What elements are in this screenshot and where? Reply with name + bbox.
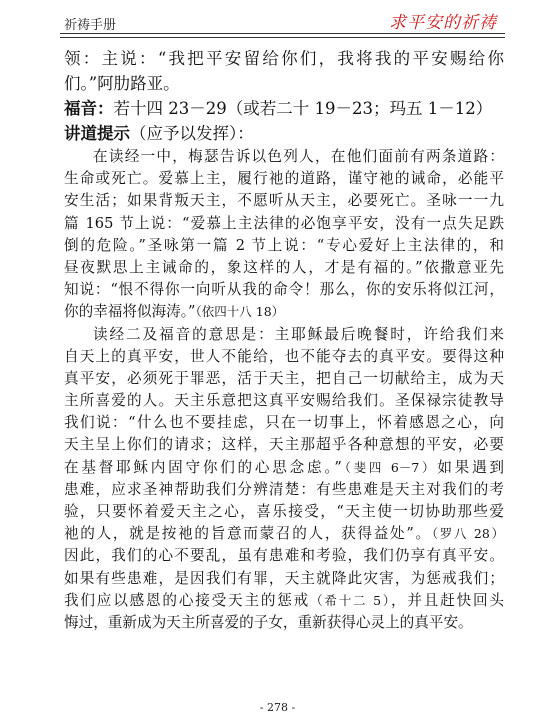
text-line: 自天上的真平安，世人不能给，也不能夺去的真平安。要得这种 (64, 347, 504, 365)
text-span: 我们应以感恩的心接受天主的惩戒 (64, 591, 311, 609)
scripture-citation: （罗八 28） (431, 526, 504, 542)
text-line: 昼夜默思上主诫命的，象这样的人，才是有福的。”依撒意亚先 (64, 258, 504, 276)
text-line: 真平安，必须死于罪恶，活于天主，把自己一切献给主，成为天 (64, 369, 504, 387)
text-line: 天主呈上你们的请求；这样，天主那超乎各种意想的平安，必要 (64, 436, 504, 454)
lead-line: 们。”阿肋路亚。 (64, 74, 180, 93)
gospel-label: 福音： (64, 99, 114, 118)
text-line: 患难，应求圣神帮助我们分辨清楚：有些患难是天主对我们的考 (64, 480, 504, 498)
scripture-citation: （斐四 6－7） (341, 459, 438, 475)
text-span: 如果遇到 (437, 458, 504, 476)
text-line: 主所喜爱的人。天主乐意把这真平安赐给我们。圣保禄宗徒教导 (64, 392, 504, 410)
header-rule (60, 33, 505, 34)
text-line (64, 457, 504, 479)
text-line: 倒的危险。”圣咏第一篇 2 节上说：“专心爱好上主法律的，和 (64, 236, 504, 254)
page-body (64, 46, 504, 634)
text-line: 生命或死亡。爱慕上主，履行祂的道路，谨守祂的诫命，必能平 (64, 170, 504, 188)
text-span: 在基督耶稣内固守你们的心思念虑。” (64, 458, 342, 476)
text-line: 悔过，重新成为天主所喜爱的子女，重新获得心灵上的真平安。 (64, 613, 473, 631)
paragraph-1 (64, 146, 504, 324)
text-span: 你的幸福将似海涛。” (64, 303, 196, 321)
text-line: 篇 165 节上说：“爱慕上主法律的必饱享平安，没有一点失足跌 (64, 214, 504, 232)
sermon-heading (64, 121, 504, 146)
text-line (64, 523, 504, 545)
text-span: 祂的人，就是按祂的旨意而蒙召的人，获得益处”。 (64, 525, 432, 543)
scripture-citation: （希十二 5） (310, 592, 391, 608)
text-line: 因此，我们的心不要乱，虽有患难和考验，我们仍享有真平安。 (64, 547, 504, 565)
text-line: 验，只要怀着爱天主之心，喜乐接受，“天主使一切协助那些爱 (64, 503, 504, 520)
lead-line: 领：主说：“我把平安留给你们，我将我的平安赐给你 (64, 49, 504, 68)
text-line (64, 301, 504, 323)
sermon-label: 讲道提示 (64, 124, 130, 143)
text-line: 如果有些患难，是因我们有罪，天主就降此灾害，为惩戒我们； (64, 569, 504, 587)
paragraph-2 (64, 324, 504, 635)
book-title: 祈祷手册 (64, 18, 117, 33)
text-span: ，并且赶快回头 (390, 591, 504, 609)
sermon-note: （应予以发挥）： (130, 124, 254, 143)
text-line: 知说：“恨不得你一向听从我的命令！那么，你的安乐将似江河， (64, 281, 504, 299)
text-line: 安生活；如果背叛天主，不愿听从天主，必要死亡。圣咏一一九 (64, 192, 504, 210)
scripture-citation: （依四十八 18） (195, 304, 285, 320)
text-line (64, 590, 504, 612)
gospel-text: 若十四 23－29（或若二十 19－23；玛五 1－12） (113, 99, 493, 118)
header-rule-thin (60, 37, 505, 38)
text-line: 读经二及福音的意思是：主耶稣最后晚餐时，许给我们来 (93, 325, 504, 343)
gospel-reference (64, 96, 504, 121)
text-line: 我们说：“什么也不要挂虑，只在一切事上，怀着感恩之心，向 (64, 414, 504, 432)
page-number: - 278 - (259, 701, 296, 714)
chapter-title: 求平安的祈祷 (389, 13, 497, 33)
text-line: 在读经一中，梅瑟告诉以色列人，在他们面前有两条道路： (93, 148, 504, 165)
